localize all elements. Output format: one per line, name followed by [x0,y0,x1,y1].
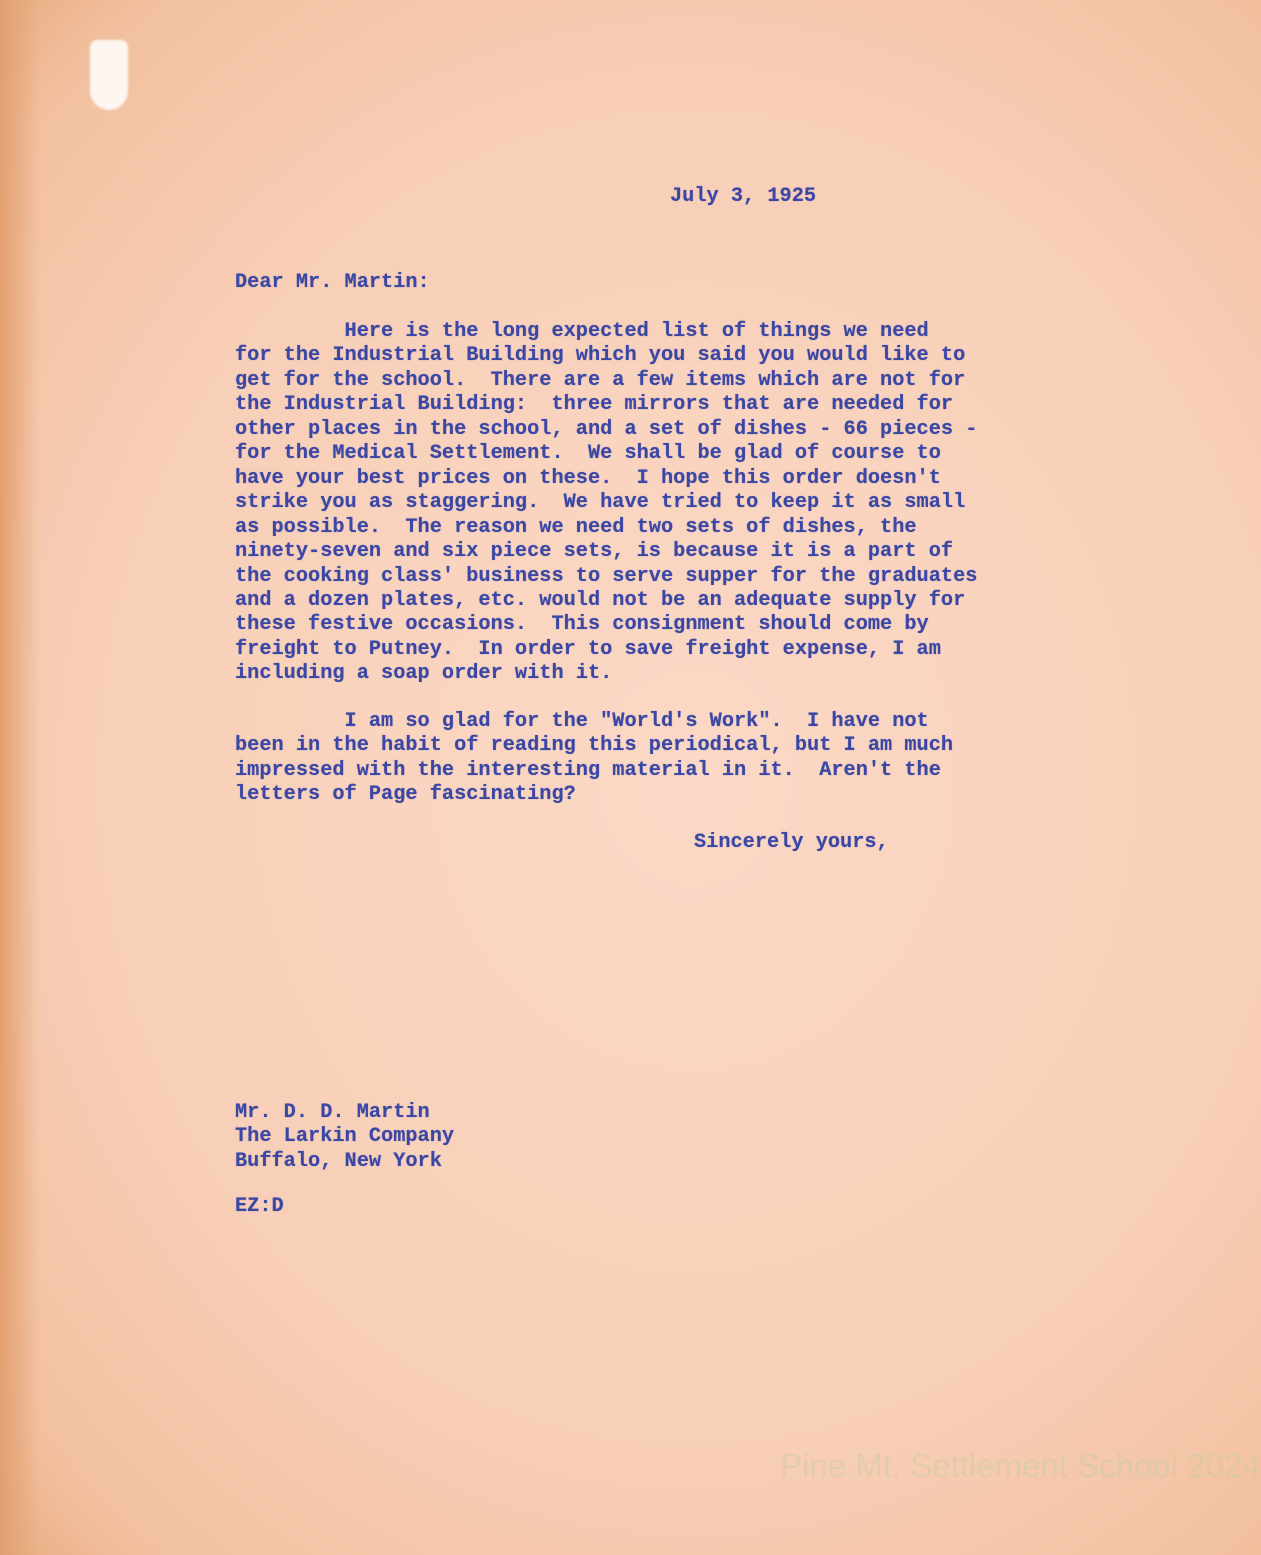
text-line: letters of Page fascinating? [235,783,576,807]
address-line: The Larkin Company [235,1125,455,1149]
paragraph-1 [235,320,977,687]
text-line: ninety-seven and six piece sets, is because it is a part of [235,540,954,564]
text-line: Here is the long expected list of things we need [235,320,929,343]
address-line: Mr. D. D. Martin [235,1101,430,1124]
typist-initials: EZ:D [235,1195,284,1218]
text-line: as possible. The reason we need two sets of dishes, the [235,515,917,539]
tape-residue [90,40,128,110]
closing: Sincerely yours, [694,831,889,854]
text-line: been in the habit of reading this periodical, but I am much [235,734,954,758]
text-line: for the Industrial Building which you said you would like to [235,344,966,368]
letter-date: July 3, 1925 [670,185,817,208]
paper-edge-shadow [0,0,40,1555]
text-line: I am so glad for the "World's Work". I have not [235,710,929,733]
text-line: and a dozen plates, etc. would not be an adequate supply for [235,588,966,612]
text-line: other places in the school, and a set of dishes - 66 pieces - [235,417,978,441]
text-line: get for the school. There are a few items which are not for [235,368,966,392]
text-line: including a soap order with it. [235,662,613,686]
text-line: the Industrial Building: three mirrors that are needed for [235,393,954,417]
recipient-address [235,1101,454,1174]
paragraph-2 [235,710,953,808]
text-line: freight to Putney. In order to save freight expense, I am [235,637,941,661]
text-line: impressed with the interesting material in it. Aren't the [235,758,941,782]
text-line: the cooking class' business to serve supper for the graduates [235,564,978,588]
address-line: Buffalo, New York [235,1149,442,1173]
text-line: these festive occasions. This consignment should come by [235,613,929,637]
watermark: Pine Mt. Settlement School 2024 [780,1447,1261,1484]
salutation: Dear Mr. Martin: [235,271,430,294]
text-line: have your best prices on these. I hope this order doesn't [235,466,941,490]
text-line: strike you as staggering. We have tried to keep it as small [235,491,966,515]
text-line: for the Medical Settlement. We shall be glad of course to [235,442,941,466]
